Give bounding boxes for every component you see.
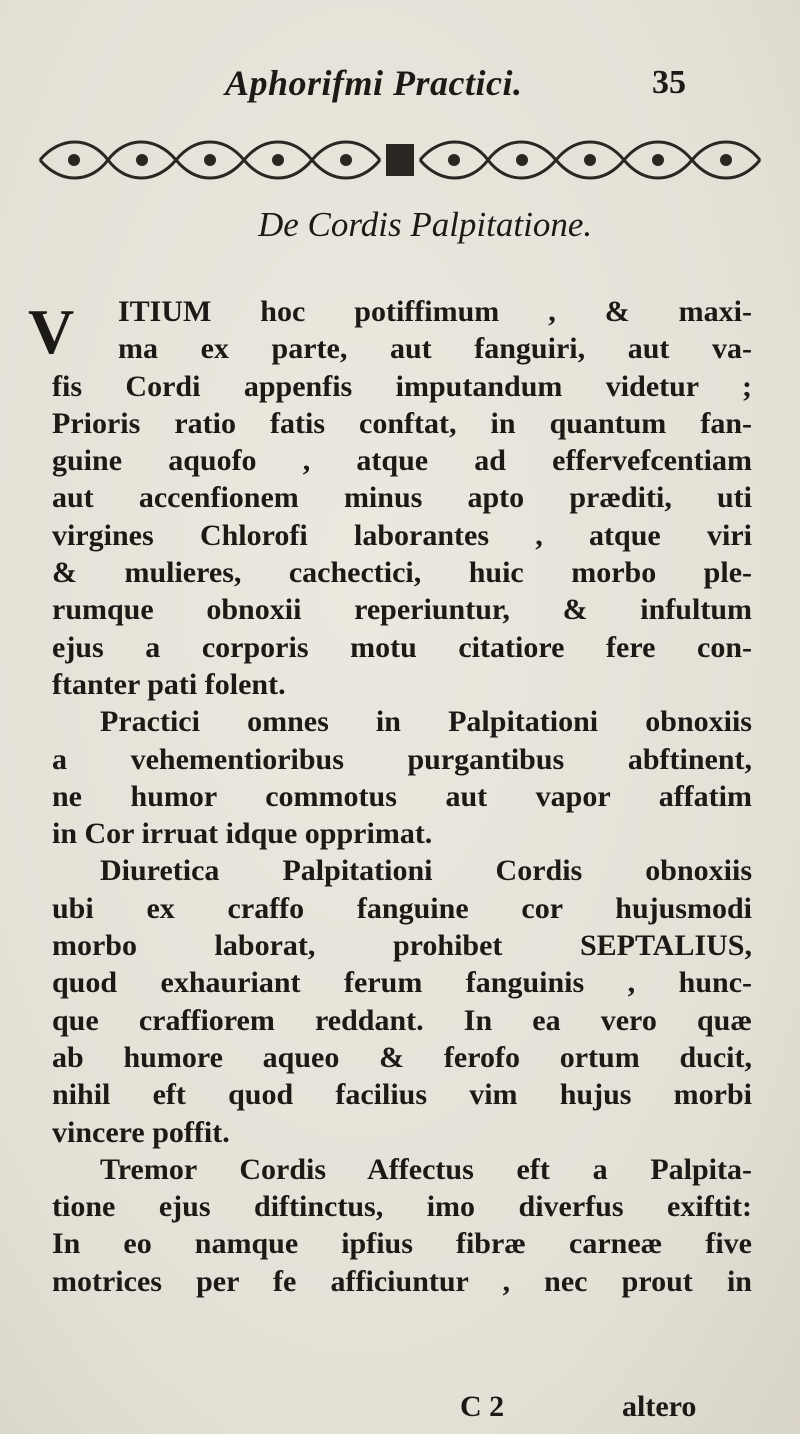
drop-cap: V bbox=[28, 296, 75, 367]
text-line: ejus a corporis motu citatiore fere con- bbox=[52, 630, 752, 664]
text-line: In eo namque ipfius fibræ carneæ five bbox=[52, 1227, 752, 1261]
running-head bbox=[0, 62, 800, 112]
text-line: que craffiorem reddant. In ea vero quæ bbox=[52, 1003, 752, 1037]
text-line: ab humore aqueo & ferofo ortum ducit, bbox=[52, 1040, 752, 1074]
text-line: Prioris ratio fatis conftat, in quantum fan- bbox=[52, 406, 752, 440]
text-line: vincere poffit. bbox=[52, 1115, 230, 1149]
text-line: morbo laborat, prohibet SEPTALIUS, bbox=[52, 929, 752, 963]
text-line: nihil eft quod facilius vim hujus morbi bbox=[52, 1078, 752, 1112]
text-line: a vehementioribus purgantibus abftinent, bbox=[52, 742, 752, 776]
text-line: virgines Chlorofi laborantes , atque viri bbox=[52, 518, 752, 552]
body-text bbox=[52, 293, 752, 1300]
text-line: motrices per fe afficiuntur , nec prout in bbox=[52, 1264, 752, 1298]
text-line: quod exhauriant ferum fanguinis , hunc- bbox=[52, 966, 752, 1000]
text-line: ubi ex craffo fanguine cor hujusmodi bbox=[52, 891, 752, 925]
text-line: aut accenfionem minus apto præditi, uti bbox=[52, 481, 752, 515]
text-line: Tremor Cordis Affectus eft a Palpita- bbox=[100, 1152, 752, 1186]
section-title: De Cordis Palpitatione. bbox=[258, 205, 593, 244]
text-line: ne humor commotus aut vapor affatim bbox=[52, 779, 752, 813]
catchword: altero bbox=[622, 1390, 697, 1423]
text-line: in Cor irruat idque opprimat. bbox=[52, 817, 433, 851]
page-number: 35 bbox=[652, 64, 686, 101]
text-line: guine aquofo , atque ad effervefcentiam bbox=[52, 444, 752, 478]
ornament-band-icon bbox=[30, 132, 770, 188]
text-line: & mulieres, cachectici, huic morbo ple- bbox=[52, 556, 752, 590]
text-line: tione ejus diftinctus, imo diverfus exiftit: bbox=[52, 1190, 752, 1224]
text-line: ma ex parte, aut fanguiri, aut va- bbox=[118, 332, 752, 366]
text-line: fis Cordi appenfis imputandum videtur ; bbox=[52, 369, 752, 403]
text-line: Diuretica Palpitationi Cordis obnoxiis bbox=[100, 854, 752, 888]
running-title: Aphorifmi Practici. bbox=[225, 63, 523, 103]
text-line: rumque obnoxii reperiuntur, & infultum bbox=[52, 593, 752, 627]
text-line: Practici omnes in Palpitationi obnoxiis bbox=[100, 705, 752, 739]
text-line: ITIUM hoc potiffimum , & maxi- bbox=[118, 295, 752, 328]
text-line: ftanter pati folent. bbox=[52, 667, 286, 701]
signature-mark: C 2 bbox=[460, 1390, 505, 1423]
